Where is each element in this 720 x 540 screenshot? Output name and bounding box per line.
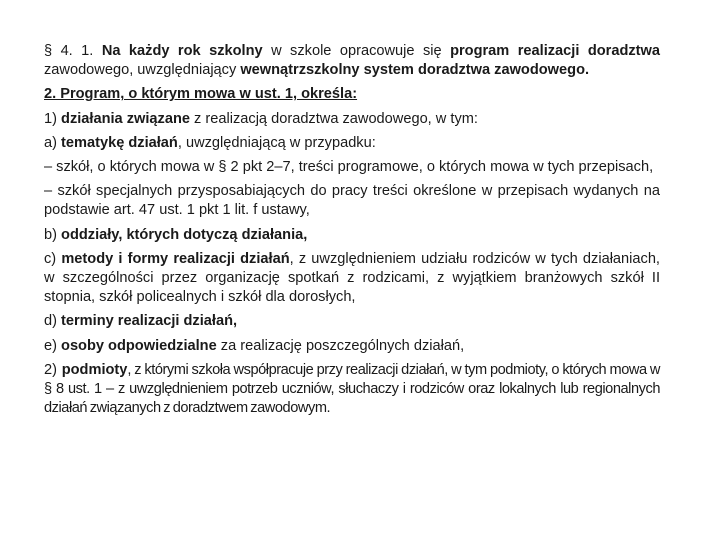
text-run: , z którymi szkoła współpracuje przy realizacji działań, w tym podmioty, o których mowa w § 8 ust. 1 – z uwzględnieniem potrzeb uczniów, słuchaczy i rodziców oraz lokalnych lub regionalnych działań związanych z doradztwem zawodowym. xyxy=(44,361,660,417)
text-run: § 4. 1. xyxy=(44,43,102,59)
text-run-bold: osoby odpowiedzialne xyxy=(61,337,217,354)
paragraph-point-c xyxy=(44,250,660,308)
text-run-bold: wewnątrzszkolny system doradztwa zawodowego. xyxy=(240,62,590,79)
text-run: 1) xyxy=(44,110,62,127)
text-run-bold: terminy realizacji działań, xyxy=(61,313,238,330)
paragraph-point-e xyxy=(44,337,660,356)
text-run-bold: program realizacji doradztwa xyxy=(450,43,660,59)
text-run-bold-underlined: 2. Program, o którym mowa w ust. 1, określa: xyxy=(44,86,358,103)
paragraph-section-2-heading xyxy=(44,85,660,104)
text-run: zawodowego, uwzględniający xyxy=(44,62,241,79)
regulation-text xyxy=(44,42,660,423)
text-run: a) xyxy=(44,134,62,151)
paragraph-point-b xyxy=(44,226,660,245)
text-run: e) xyxy=(44,337,62,354)
text-run: , uwzględniającą w przypadku: xyxy=(177,134,376,151)
text-run-bold: oddziały, których dotyczą działania, xyxy=(61,226,308,243)
paragraph-point-d xyxy=(44,312,660,331)
text-run: – szkół specjalnych przysposabiających do pracy treści określone w przepisach wydanych na podstawie art. 47 ust. 1 pkt 1 lit. f ustawy, xyxy=(44,183,660,219)
paragraph-point-1 xyxy=(44,110,660,129)
text-run-bold: metody i formy realizacji działań xyxy=(61,250,290,267)
paragraph-point-2 xyxy=(44,361,660,419)
paragraph-section-4-1 xyxy=(44,42,660,80)
text-run-bold: tematykę działań xyxy=(61,134,178,151)
paragraph-dash-1 xyxy=(44,158,660,177)
paragraph-point-a xyxy=(44,134,660,153)
text-run: 2) xyxy=(44,361,62,378)
text-run: c) xyxy=(44,250,62,267)
text-run: – szkół, o których mowa w § 2 pkt 2–7, treści programowe, o których mowa w tych przepisach, xyxy=(44,159,654,176)
text-run: w szkole opracowuje się xyxy=(262,43,451,59)
text-run: d) xyxy=(44,313,62,330)
text-run: b) xyxy=(44,226,62,243)
text-run: z realizacją doradztwa zawodowego, w tym: xyxy=(190,110,478,127)
text-run: za realizację poszczególnych działań, xyxy=(216,337,465,354)
text-run-bold: Na każdy rok szkolny xyxy=(101,43,263,59)
text-run: , z uwzględnieniem udziału rodziców w tych działaniach, w szczególności przez organizację spotkań z rodzicami, z wyjątkiem branżowych szkół II stopnia, szkół policealnych i szkół dla dorosłych, xyxy=(44,250,660,306)
text-run-bold: działania związane xyxy=(61,110,190,127)
paragraph-dash-2 xyxy=(44,182,660,220)
text-run-bold: podmioty xyxy=(61,361,128,378)
